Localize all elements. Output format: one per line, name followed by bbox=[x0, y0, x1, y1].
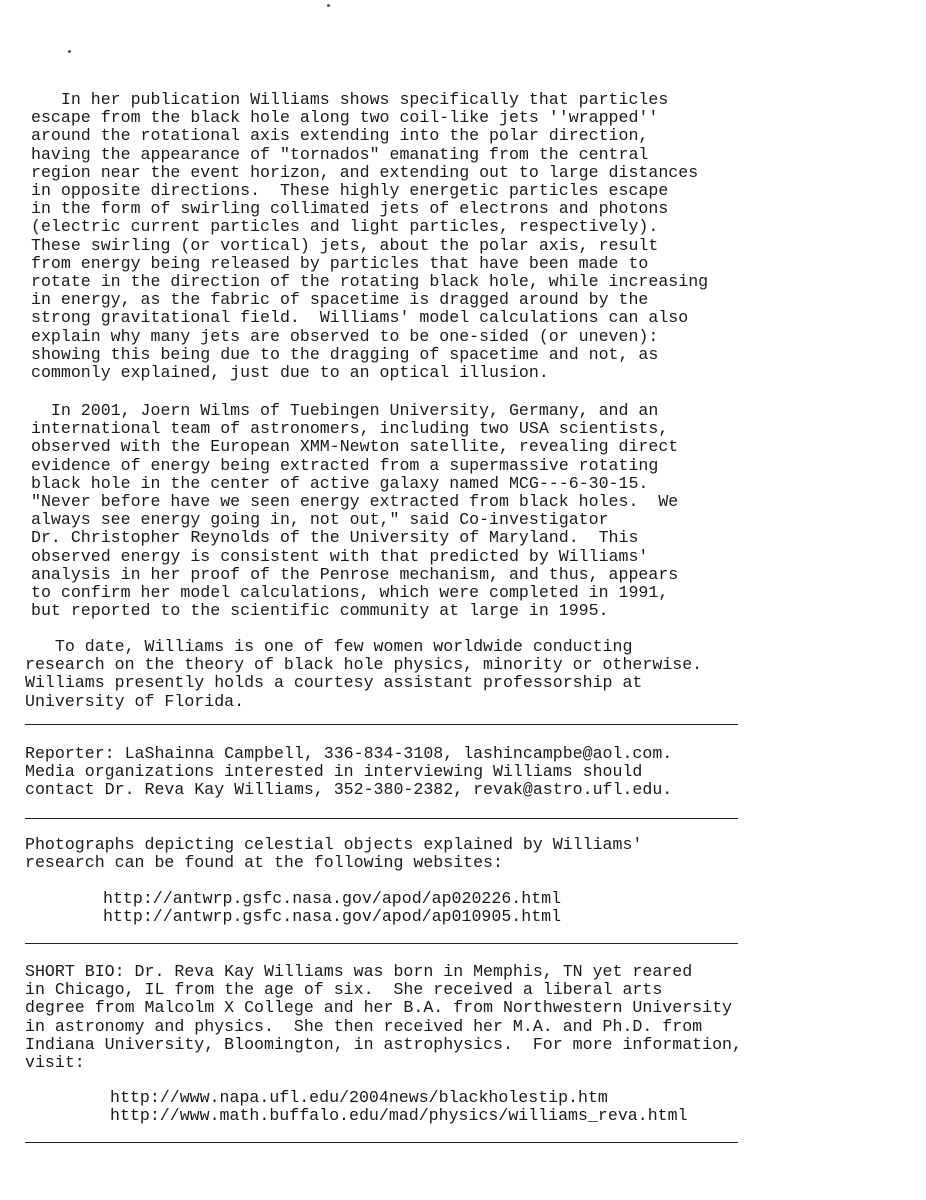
divider-rule bbox=[25, 943, 738, 944]
scan-speck bbox=[327, 4, 330, 7]
paragraph-jets: In her publication Williams shows specifically that particles escape from the black hole along two coil-like jets ''wrapped'' around the rotational axis extending into the polar direction, having the appearance of "tornados" emanating from the central region near the event horizon, and extending out to large distances in opposite directions. These highly energetic particles escape in the form of swirling collimated jets of electrons and photons (electric current particles and light particles, respectively). These swirling (or vortical) jets, about the polar axis, result from energy being released by particles that have been made to rotate in the direction of the rotating black hole, while increasing in energy, as the fabric of spacetime is dragged around by the strong gravitational field. Williams' model calculations can also explain why many jets are observed to be one-sided (or uneven): showing this being due to the dragging of spacetime and not, as commonly explained, just due to an optical illusion. bbox=[31, 90, 709, 383]
photo-link[interactable]: http://antwrp.gsfc.nasa.gov/apod/ap020226.html bbox=[103, 889, 562, 908]
paragraph-to-date: To date, Williams is one of few women worldwide conducting research on the theory of black hole physics, minority or otherwise. Williams presently holds a courtesy assistant professorship at University of Florida. bbox=[25, 637, 703, 711]
photo-link[interactable]: http://antwrp.gsfc.nasa.gov/apod/ap010905.html bbox=[103, 907, 562, 926]
divider-rule bbox=[25, 1142, 738, 1143]
bio-link[interactable]: http://www.math.buffalo.edu/mad/physics/williams_reva.html bbox=[110, 1106, 688, 1125]
bio-link[interactable]: http://www.napa.ufl.edu/2004news/blackholestip.htm bbox=[110, 1088, 608, 1107]
short-bio: SHORT BIO: Dr. Reva Kay Williams was born in Memphis, TN yet reared in Chicago, IL from the age of six. She received a liberal arts degree from Malcolm X College and her B.A. from Northwestern University in astronomy and physics. She then received her M.A. and Ph.D. from Indiana University, Bloomington, in astrophysics. For more information, visit: bbox=[25, 962, 742, 1073]
scan-speck bbox=[68, 50, 71, 53]
divider-rule bbox=[25, 818, 738, 819]
paragraph-wilms-observation: In 2001, Joern Wilms of Tuebingen University, Germany, and an international team of astronomers, including two USA scientists, observed with the European XMM-Newton satellite, revealing direct evidence of energy being extracted from a supermassive rotating black hole in the center of active galaxy named MCG---6-30-15. "Never before have we seen energy extracted from black holes. We always see energy going in, not out," said Co-investigator Dr. Christopher Reynolds of the University of Maryland. This observed energy is consistent with that predicted by Williams' analysis in her proof of the Penrose mechanism, and thus, appears to confirm her model calculations, which were completed in 1991, but reported to the scientific community at large in 1995. bbox=[31, 401, 679, 621]
photographs-intro: Photographs depicting celestial objects explained by Williams' research can be found at the following websites: bbox=[25, 835, 643, 873]
divider-rule bbox=[25, 724, 738, 725]
contact-info: Reporter: LaShainna Campbell, 336-834-3108, lashincampbe@aol.com. Media organizations interested in interviewing Williams should contact Dr. Reva Kay Williams, 352-380-2382, revak@astro.ufl.edu. bbox=[25, 744, 673, 800]
